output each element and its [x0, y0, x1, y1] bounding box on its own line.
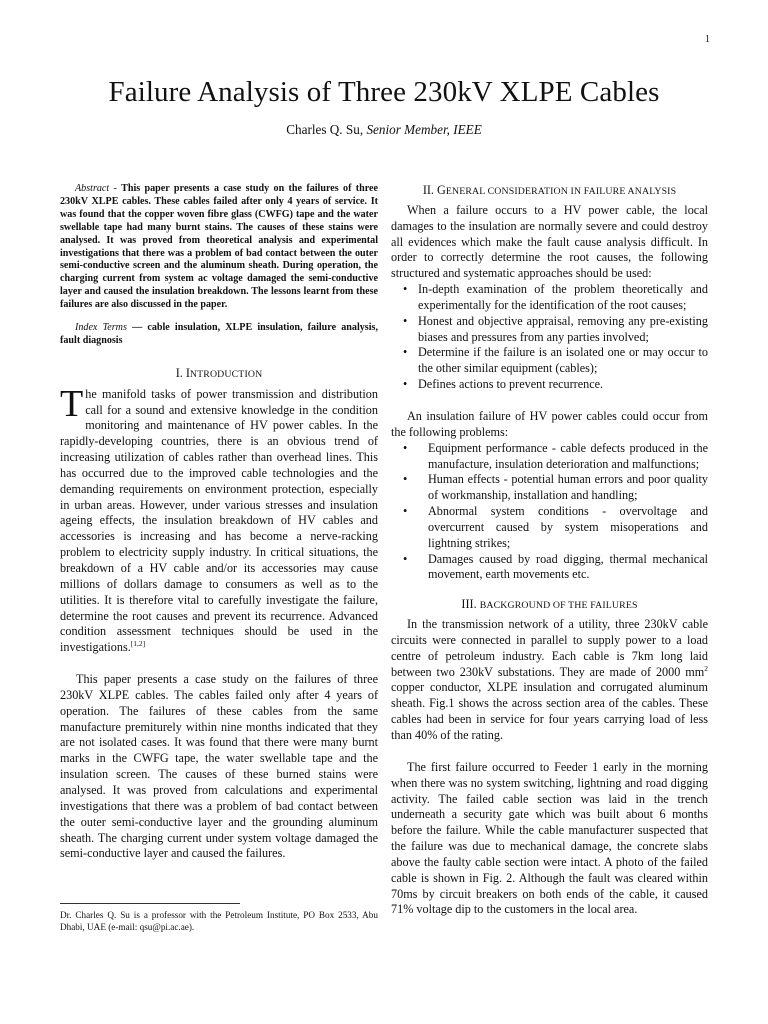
section-numeral: II. — [422, 183, 434, 197]
author-role: Senior Member, IEEE — [366, 122, 482, 137]
problem-bullet-list — [391, 441, 708, 584]
list-item: • Defines actions to prevent recurrence. — [391, 377, 708, 393]
list-item: • Equipment performance - cable defects produced in the manufacture, insulation deterioration and malfunctions; — [391, 441, 708, 473]
section-numeral: I. — [175, 365, 183, 380]
heading-rest: ENERAL CONSIDERATION IN FAILURE ANALYSIS — [445, 186, 677, 197]
general-paragraph-1: When a failure occurs to a HV power cable, the local damages to the insulation are normally severe and could destroy all evidences which make the fault cause analysis difficult. In order to correctly determine the root causes, the following structured and systematic approaches should be used: — [391, 202, 708, 281]
index-terms-text: — cable insulation, XLPE insulation, failure analysis, fault diagnosis — [60, 322, 378, 346]
list-item: • Abnormal system conditions - overvoltage and overcurrent caused by system misoperations and lightning strikes; — [391, 504, 708, 552]
list-item: • Honest and objective appraisal, removing any pre-existing biases and pressures from any parties involved; — [391, 314, 708, 346]
abstract — [60, 183, 378, 312]
abstract-text: This paper presents a case study on the failures of three 230kV XLPE cables. These cables failed after only 4 years of service. It was found that the copper woven fibre glass (CWFG) tape and the water swellable tape had many burnt stains. The causes of these stains were analysed. It was proved from theoretical analysis and experimental investigations that there was a problem of bad contact between the outer semi-conductive screen and the aluminum sheath. During operation, the charging current from system ac voltage damaged the semi-conductive layer and caused the insulation breakdown. The lessons learnt from these failures are also discussed in the paper. — [60, 183, 379, 311]
left-column — [60, 183, 378, 862]
background-paragraph-1-text-b: copper conductor, XLPE insulation and corrugated aluminum sheath. Fig.1 shows the across section area of the cables. These cables had been in service for four years carrying load of less than 40% of the rating. — [391, 680, 708, 742]
list-item: • Human effects - potential human errors and poor quality of workmanship, installation and handling; — [391, 472, 708, 504]
drop-cap: T — [60, 382, 84, 425]
list-item: • In-depth examination of the problem theoretically and experimentally for the identification of the root causes; — [391, 282, 708, 314]
background-paragraph-1 — [391, 617, 708, 744]
background-paragraph-1-text-a: In the transmission network of a utility, three 230kV cable circuits were connected in parallel to supply power to a load centre of petroleum industry. Each cable is 7km long laid between two 230kV substations. They are made of 2000 mm — [391, 617, 708, 679]
author-name: Charles Q. Su, — [286, 122, 364, 137]
index-terms — [60, 322, 378, 348]
author-footnote: Dr. Charles Q. Su is a professor with the Petroleum Institute, PO Box 2533, Abu Dhabi, UAE (e-mail: qsu@pi.ac.ae). — [60, 910, 378, 932]
approach-bullet-list — [391, 282, 708, 393]
author-line — [0, 122, 768, 138]
footnote-rule — [60, 903, 240, 904]
heading-rest: BACKGROUND OF THE FAILURES — [479, 600, 638, 612]
list-item: • Determine if the failure is an isolated one or may occur to the other similar equipment (cables); — [391, 345, 708, 377]
right-column — [391, 183, 708, 918]
paper-title: Failure Analysis of Three 230kV XLPE Cables — [108, 76, 660, 108]
index-terms-lead: Index Terms — [75, 322, 127, 334]
heading-rest: NTRODUCTION — [189, 368, 263, 380]
intro-paragraph-1 — [60, 382, 378, 656]
heading-first-letter: G — [437, 183, 446, 197]
general-paragraph-2: An insulation failure of HV power cables could occur from the following problems: — [391, 408, 708, 439]
superscript: 2 — [704, 663, 708, 673]
heading-first-letter: I — [185, 365, 190, 380]
intro-paragraph-1-text: he manifold tasks of power transmission and distribution call for a sound and extensive knowledge in the condition monitoring and maintenance of HV power cables. In the rapidly-developing countries, there is an obvious trend of increasing utilization of cables rather than overhead lines. This has occurred due to the improved cable technologies and the demanding requirements on environment protection, especially in urban areas. However, under various stresses and insulation ageing effects, the insulation breakdown of HV cables and accessories is increasing and has become a nerve-racking problem to electricity supply industry. In critical situations, the breakdown of a HV cable and/or its accessories may cause millions of dollars damage to consumers as well as to the utilities. It is therefore vital to carefully investigate the failure, determine the root causes and prevent its recurrence. Advanced condition assessment techniques should be used in the investigations. — [60, 386, 378, 655]
section-heading-background — [391, 597, 708, 614]
intro-paragraph-2: This paper presents a case study on the failures of three 230kV XLPE cables. The cables failed only after 4 years of operation. The failures of these cables from the same manufacture premiturely within nine months indicated that they are not isolated cases. It was found that there were many burnt marks in the CWFG tape, the water swellable tape and the insulation screen. The causes of these burned stains were analysed. It was proved from calculations and experimental investigations that there was a problem of bad contact between the outer semi-conductive layer and the grounding aluminum sheath. The charging current under system voltage damaged the semi-conductive layer and caused the failures. — [60, 672, 378, 861]
section-numeral: III. — [461, 597, 477, 612]
page-number: 1 — [705, 34, 710, 45]
abstract-lead: Abstract - — [75, 183, 117, 194]
section-heading-general-consideration — [391, 183, 708, 200]
background-paragraph-2: The first failure occurred to Feeder 1 early in the morning when there was no system switching, lightning and road digging activity. The failed cable section was laid in the trench underneath a security gate which was built about 6 months before the failure. While the cable manufacturer suspected that the failure was due to mechanical damage, the concrete slabs above the faulty cable section were intact. A photo of the failed cable is shown in Fig. 2. Although the fault was cleared within 70ms by circuit breakers on both ends of the cable, it caused 71% voltage dip to the customers in the local area. — [391, 759, 708, 917]
citation-ref: [1,2] — [130, 639, 146, 649]
list-item: • Damages caused by road digging, thermal mechanical movement, earth movements etc. — [391, 552, 708, 584]
section-heading-introduction — [60, 366, 378, 383]
